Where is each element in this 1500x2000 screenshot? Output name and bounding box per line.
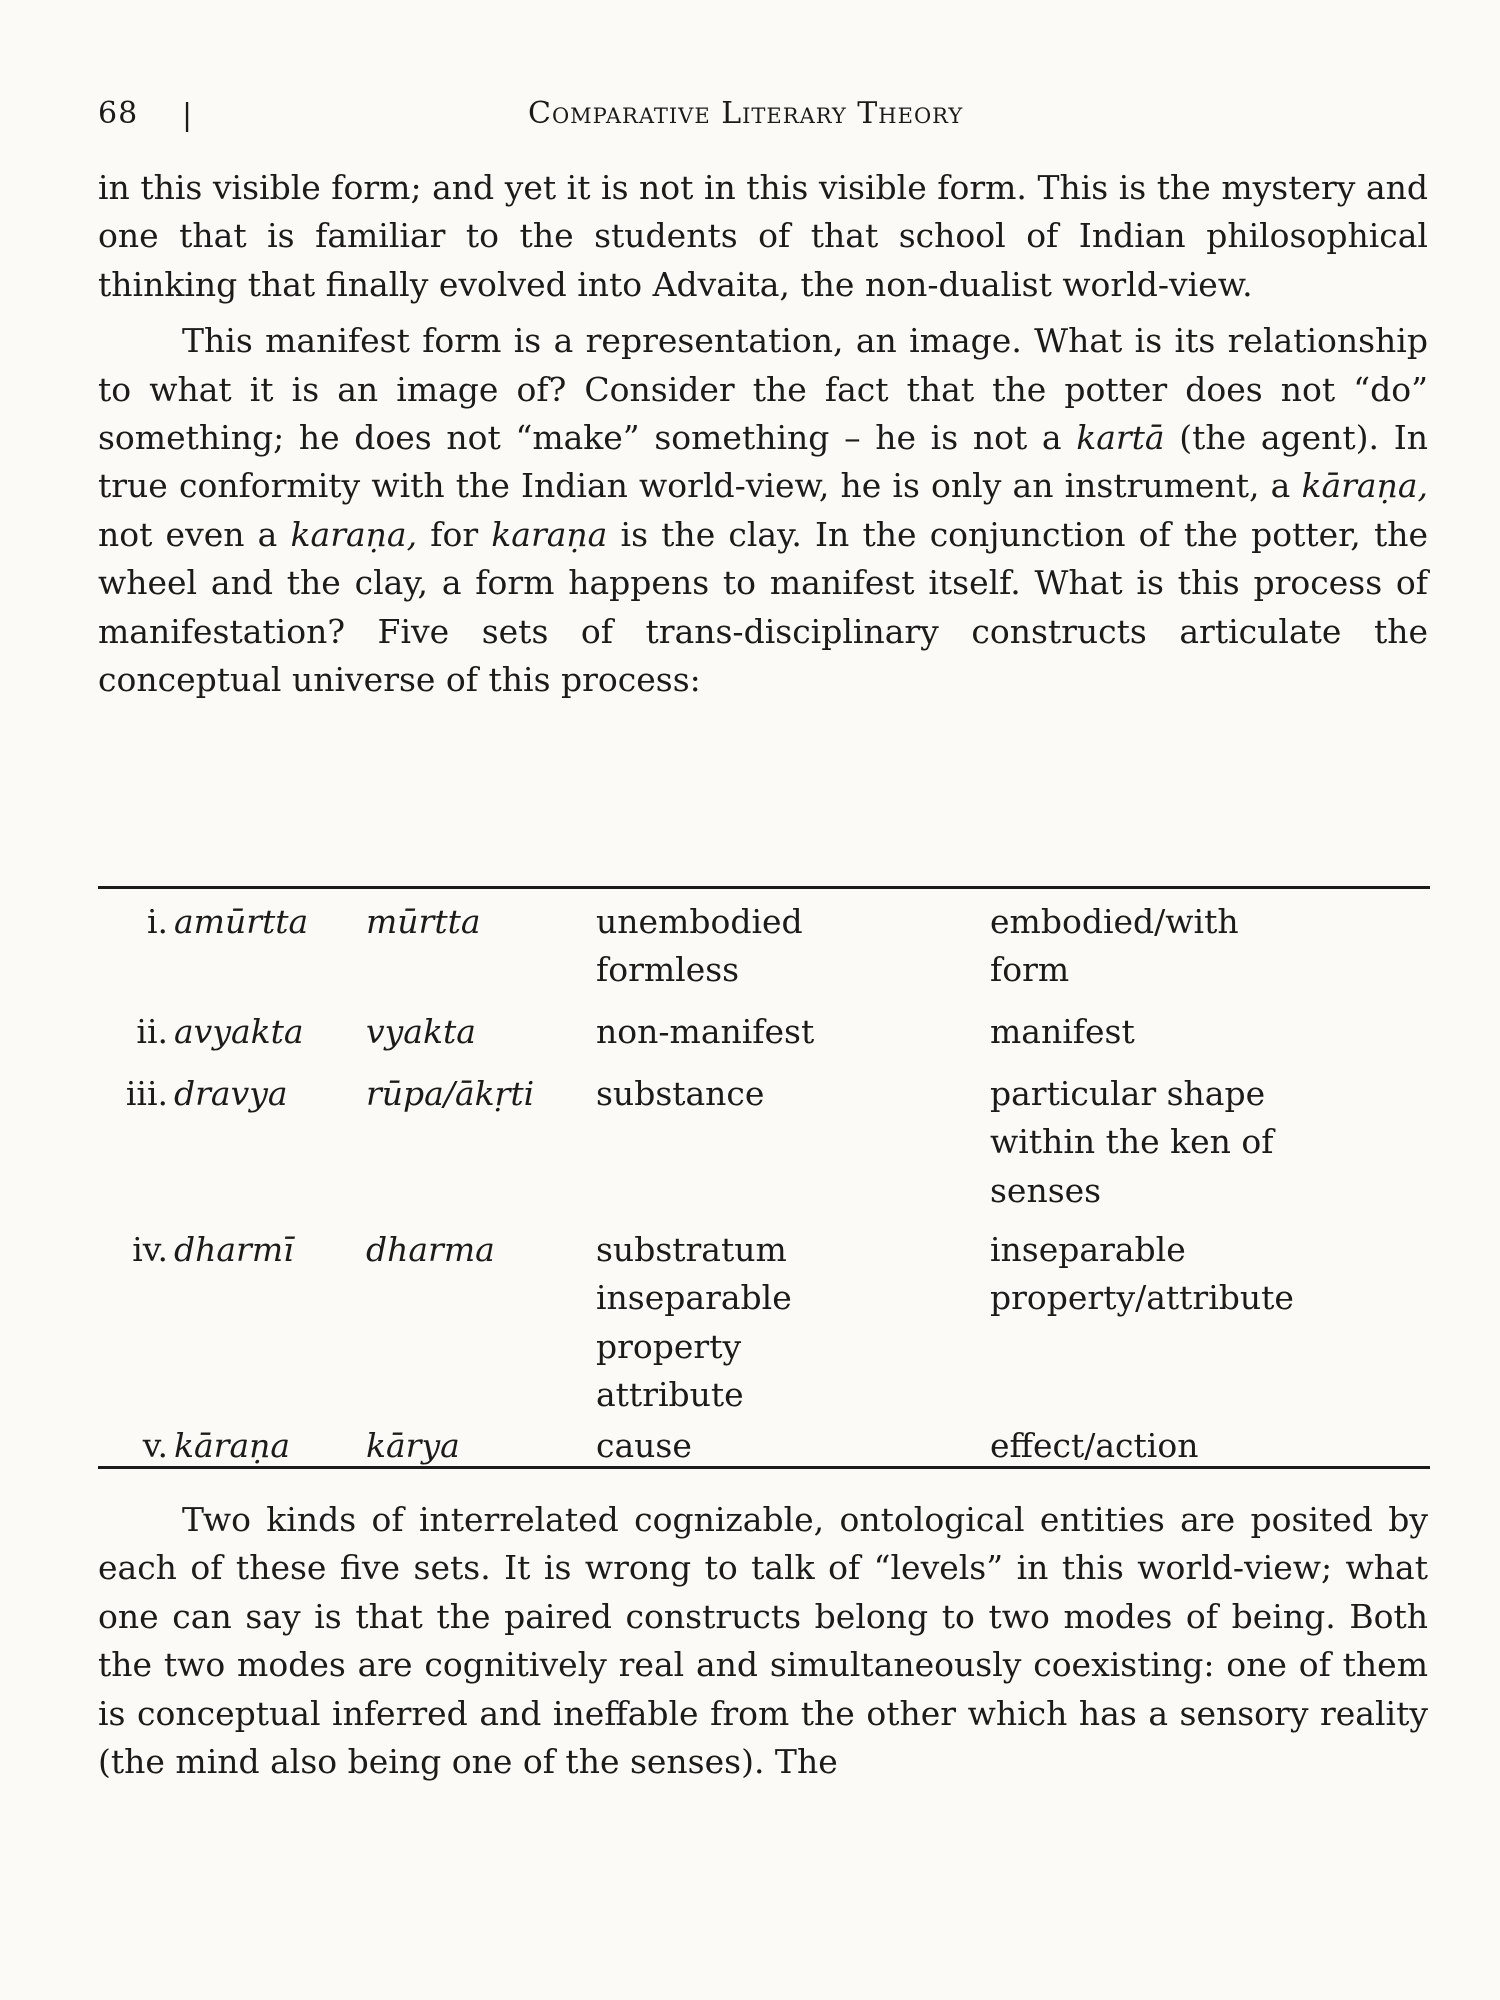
term: amūrtta <box>174 902 309 941</box>
meaning-line: within the ken of <box>990 1122 1274 1162</box>
term: vyakta <box>366 1012 476 1051</box>
meaning-line: substratum <box>596 1230 787 1269</box>
paragraph-2-text: not even a <box>98 514 291 554</box>
meaning-line: form <box>990 950 1070 990</box>
row-meaning-1 <box>596 1422 956 1470</box>
term: dharma <box>366 1230 495 1269</box>
paragraph-2-text: This manifest form is a representation, an image. What is its relationship to what it is an image of? Consider the fact that the potter does not “do” something; he does not “make” something – he is not a <box>98 321 1428 458</box>
page-number: 68 <box>98 96 139 131</box>
row-meaning-1 <box>596 1070 956 1118</box>
page-header <box>98 96 1428 146</box>
meaning-line: inseparable <box>990 1230 1186 1269</box>
running-title: Comparative Literary Theory <box>528 96 964 131</box>
meaning-line: property <box>596 1326 742 1366</box>
row-meaning-2 <box>990 1422 1430 1470</box>
row-meaning-1 <box>596 1226 956 1420</box>
row-meaning-2 <box>990 1008 1430 1056</box>
meaning-line: manifest <box>990 1012 1135 1051</box>
row-term-2 <box>366 1226 495 1274</box>
table-row <box>98 1008 1430 1070</box>
meaning-line: cause <box>596 1426 692 1465</box>
meaning-line: inseparable <box>596 1278 792 1318</box>
row-term-1 <box>98 1008 304 1056</box>
row-term-2 <box>366 1070 534 1118</box>
table-row <box>98 1226 1430 1422</box>
term: rūpa/ākṛti <box>366 1074 535 1113</box>
row-term-1 <box>98 898 308 946</box>
row-meaning-2 <box>990 1070 1430 1215</box>
body-text-top <box>98 164 1428 704</box>
meaning-line: effect/action <box>990 1426 1199 1465</box>
row-meaning-2 <box>990 1226 1430 1323</box>
table-row <box>98 898 1430 1008</box>
meaning-line: formless <box>596 950 740 990</box>
paragraph-2 <box>98 317 1428 704</box>
body-text-bottom <box>98 1496 1428 1786</box>
paragraph-2-text: for <box>417 514 492 554</box>
term: kāraṇa <box>174 1426 291 1465</box>
term-karana: karaṇa, <box>290 514 418 554</box>
row-number: iii. <box>125 1074 168 1113</box>
table-top-rule <box>98 886 1430 889</box>
row-number: iv. <box>132 1230 168 1269</box>
row-term-1 <box>98 1070 288 1118</box>
meaning-line: particular shape <box>990 1074 1266 1113</box>
term: mūrtta <box>366 902 481 941</box>
row-number: v. <box>142 1426 168 1465</box>
paragraph-3: Two kinds of interrelated cognizable, ontological entities are posited by each of these five sets. It is wrong to talk of “levels” in this world-view; what one can say is that the paired constructs belong to two modes of being. Both the two modes are cognitively real and simultaneously coexisting: one of them is conceptual inferred and ineffable from the other which has a sensory reality (the mind also being one of the senses). The <box>98 1500 1428 1782</box>
row-number: i. <box>146 902 168 941</box>
term: dharmī <box>174 1230 294 1269</box>
table-bottom-rule <box>98 1466 1430 1469</box>
meaning-line: substance <box>596 1074 765 1113</box>
row-term-2 <box>366 1422 460 1470</box>
paragraph-1: in this visible form; and yet it is not in this visible form. This is the mystery and one that is familiar to the students of that school of Indian philosophical thinking that finally evolved into Advaita, the non-dualist world-view. <box>98 168 1428 304</box>
header-separator: | <box>182 98 193 133</box>
meaning-line: embodied/with <box>990 902 1239 941</box>
term-karana: karaṇa <box>491 514 608 554</box>
paragraph-2-text: (the agent). In true conformity with the Indian world-view, he is only an instrument, a <box>98 418 1428 506</box>
row-meaning-1 <box>596 1008 956 1056</box>
table-row <box>98 1422 1430 1472</box>
meaning-line: unembodied <box>596 902 803 941</box>
row-number: ii. <box>136 1012 168 1051</box>
meaning-line: attribute <box>596 1375 744 1415</box>
meaning-line: property/attribute <box>990 1278 1294 1318</box>
term: kārya <box>366 1426 460 1465</box>
row-meaning-2 <box>990 898 1430 995</box>
row-term-2 <box>366 898 481 946</box>
constructs-table <box>98 898 1430 1472</box>
meaning-line: non-manifest <box>596 1012 815 1051</box>
paragraph-2-text: is the clay. In the conjunction of the potter, the wheel and the clay, a form happens to manifest itself. What is this process of manifestation? Five sets of trans-disciplinary constructs articulate the conceptual universe of this process: <box>98 514 1428 700</box>
row-term-2 <box>366 1008 476 1056</box>
term-karana-long: kāraṇa, <box>1301 466 1428 506</box>
term-karta: kartā <box>1076 418 1165 458</box>
row-term-1 <box>98 1226 294 1274</box>
row-term-1 <box>98 1422 290 1470</box>
row-meaning-1 <box>596 898 956 995</box>
term: avyakta <box>174 1012 304 1051</box>
table-row <box>98 1070 1430 1226</box>
meaning-line: senses <box>990 1170 1102 1210</box>
term: dravya <box>174 1074 288 1113</box>
